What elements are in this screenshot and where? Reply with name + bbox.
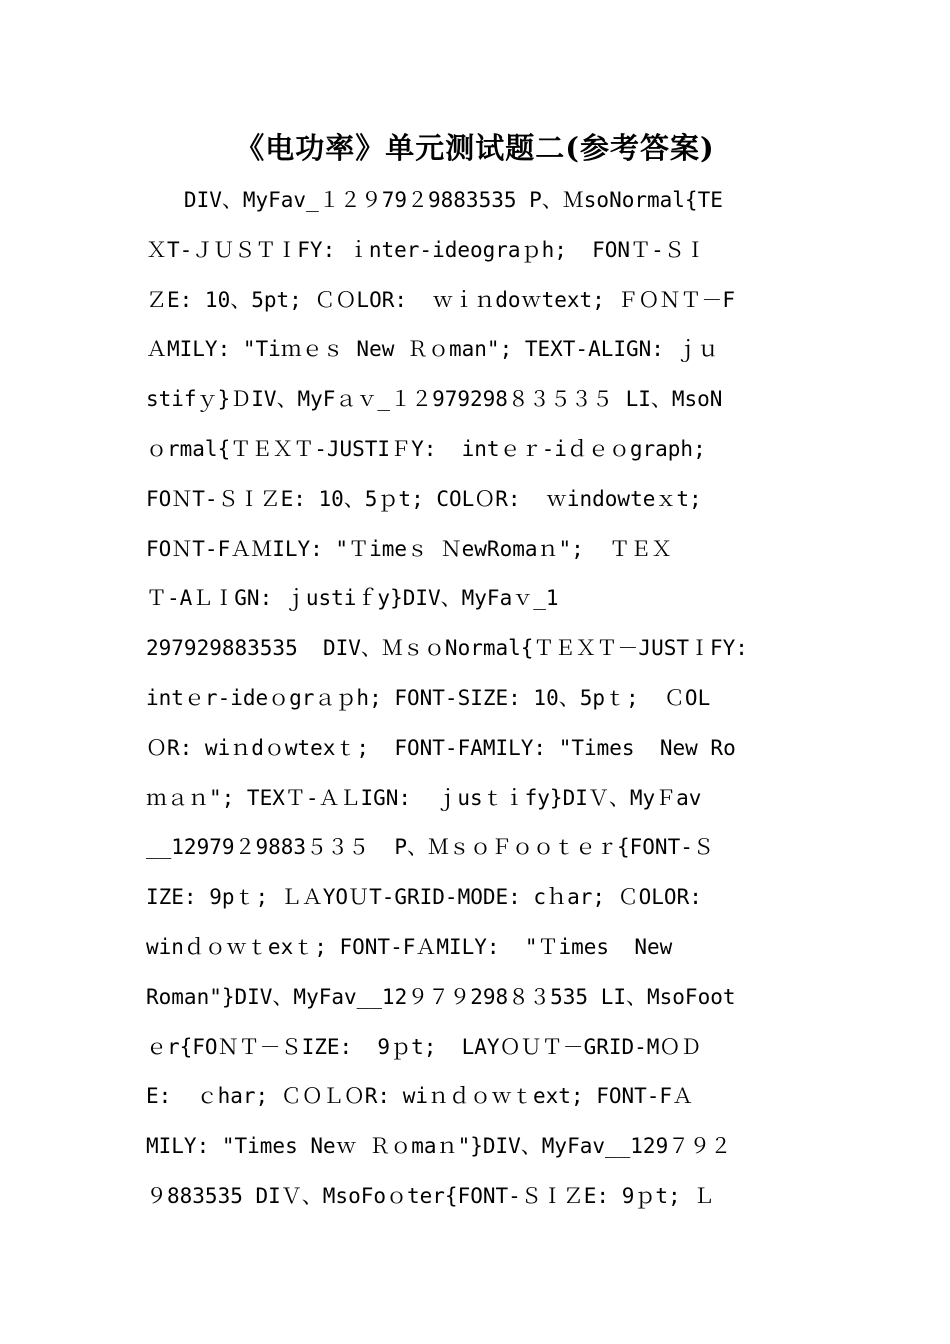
body-line: intｅr-ideｏgrａｐh; FONT-SIZE: 10、5pｔ; ＣOL (146, 685, 711, 710)
body-line: ＺE: 10、5pt; ＣＯLOR: ｗｉｎdoｗtext; ＦＯＮＴ－F (146, 287, 736, 312)
body-line: ＯR: wiｎdｏwtexｔ; FONT-FAMILY: "Times New Ro (146, 735, 736, 760)
body-line: winｄｏｗｔexｔ; FONT-FＡMILY: "Ｔimes New (146, 934, 673, 959)
body-line: ９883535 DIＶ、MsoFoｏter{FONT-ＳＩＺE: 9ｐt; Ｌ (146, 1183, 715, 1208)
body-line: ｅr{FOＮＴ－ＳIZE: 9ｐt; LAYＯＵＴ－GRID-MＯＤ (146, 1034, 702, 1059)
body-line: ＡMILY: "Tiｍｅｓ New Ｒｏman"; TEXT-ALIGN: ｊｕ (146, 337, 719, 362)
body-line: E: ｃhar; ＣＯＬＯR: wiｎｄｏｗｔext; FONT-FＡ (146, 1084, 694, 1109)
document-title: 《电功率》单元测试题二(参考答案) (235, 131, 715, 165)
body-line: Roman"}DIV、MyFav__12９７９298８３535 LI、MsoFoot (146, 984, 736, 1009)
body-line: 297929883535 DIV、ＭｓｏNormal{ＴＥＸＴ－JUSTＩFY: (146, 636, 748, 661)
body-line: FOＮT-ＳＩＺE: 10、5ｐt; COLＯR: ｗindowteｘt; (146, 486, 702, 511)
body-line: ｏrmal{ＴＥＸＴ-JUSTIＦY: intｅｒ-iｄｅｏgraph; (146, 436, 706, 461)
body-line: MILY: "Times Neｗ Ｒｏmaｎ"}DIV、MyFav__129７９２ (146, 1134, 732, 1159)
body-line: ｍａｎ"; TEXＴ-ＡＬIGN: ｊusｔｉfy}DIＶ、MyＦav (146, 785, 702, 810)
body-line: __12979２9883５３５ P、ＭｓｏＦｏｏｔｅｒ{FONT-Ｓ (146, 835, 714, 860)
body-line: IZE: 9pｔ; ＬＡYOＵT-GRID-MODE: cｈar; ＣOLOR: (146, 885, 702, 910)
body-line: FOＮT-FＡＭILY: "Ｔimeｓ ＮewRomaｎ"; ＴＥＸ (146, 536, 673, 561)
body-line: stifｙ}ＤIV、MyFａｖ_１２979298８３５３５ LI、MsoN (146, 387, 723, 412)
body-line: Ｔ-AＬＩGN: ｊustiｆy}DIV、MyFaｖ_1 (146, 586, 559, 611)
body-line: ＸT-ＪＵＳＴＩFY: ｉnter-ideograｐh; FONＴ-ＳＩ (146, 237, 706, 262)
body-line: DIV、MyFav_１２９79２9883535 P、ＭsoNormal{TE (146, 188, 723, 212)
document-body (146, 176, 808, 1222)
